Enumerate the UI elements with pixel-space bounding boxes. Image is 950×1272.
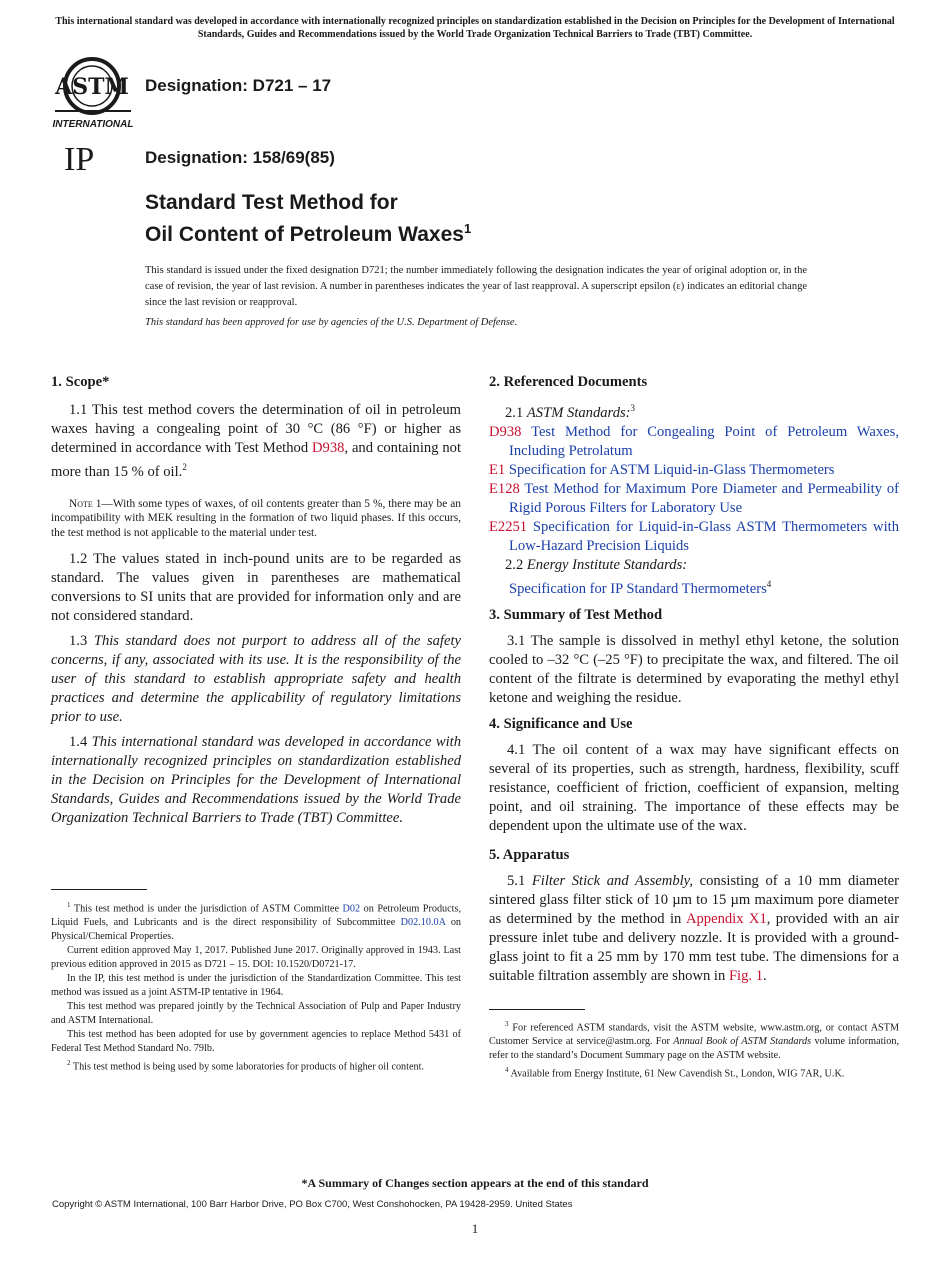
section-3-heading: 3. Summary of Test Method [489, 606, 663, 623]
issue-note: This standard is issued under the fixed designation D721; the number immediately following the designation indicates the year of original adoption or, in the case of revision, the year of last revision. A number in parentheses indicates the year of last reapproval. A superscript epsilon (ε) indicates an editorial change since the last revision or reapproval. [145, 265, 807, 308]
ip-logo [62, 140, 106, 174]
section-4-heading: 4. Significance and Use [489, 715, 633, 732]
footnote-4: $^4$ Available from Energy Institute, 61 New Cavendish St., London, WIG 7AR, U.K. [505, 1066, 845, 1080]
ref-e1[interactable]: E1 Specification for ASTM Liquid-in-Glass Thermometers [489, 461, 835, 478]
right-column [489, 373, 899, 986]
svg-text:ASTM: ASTM [55, 74, 129, 100]
footnote-1-adopted: This test method has been adopted for use by government agencies to replace Method 5431 of Federal Test Method Standard No. 79lb. [51, 1029, 461, 1055]
document-title [145, 190, 471, 248]
link-d02[interactable]: D02 [342, 903, 361, 915]
footnote-rule-right [489, 1009, 585, 1010]
ip-logo-icon [62, 140, 106, 174]
ref-d938[interactable]: D938 Test Method for Congealing Point of Petroleum Waxes, Including Petrolatum [489, 423, 899, 459]
ref-ip-thermometers[interactable]: Specification for IP Standard Thermometers$^4$ [509, 578, 772, 597]
section-4-1: 4.1 The oil content of a wax may have significant effects on several of its properties, such as strength, hardness, flexibility, scuff resistance, coefficient of friction, coefficient of expansion, melting point, and oil straining. The importance of these effects may be dependent upon the ultimate use of the wax. [489, 741, 899, 834]
ref-e128[interactable]: E128 Test Method for Maximum Pore Diameter and Permeability of Rigid Porous Filters for Laboratory Use [489, 480, 899, 516]
footnote-3: $^3$ For referenced ASTM standards, visit the ASTM website, www.astm.org, or contact ASTM Customer Service at service@astm.org. For Annual Book of ASTM Standards volume information, refer to the standard’s Document Summary page on the ASTM website. [489, 1020, 899, 1062]
ref-e2251[interactable]: E2251 Specification for Liquid-in-Glass ASTM Thermometers with Low-Hazard Precision Liquids [489, 518, 899, 554]
left-column [51, 373, 461, 828]
link-d02-10-0a[interactable]: D02.10.0A [400, 917, 446, 929]
section-1-heading: 1. Scope* [51, 374, 110, 390]
section-1-3: 1.3 This standard does not purport to address all of the safety concerns, if any, associated with its use. It is the responsibility of the user of this standard to establish appropriate safety and health practices and determine the applicability of regulatory limitations prior to use. [51, 633, 461, 726]
footnote-2: $^2$ This test method is being used by some laboratories for products of higher oil content. [67, 1059, 424, 1073]
section-5-heading: 5. Apparatus [489, 846, 570, 863]
ip-logo-text: IP [64, 141, 95, 174]
link-fig-1[interactable]: Fig. 1 [728, 967, 763, 984]
footnote-1: $^1$ This test method is under the jurisdiction of ASTM Committee D02 on Petroleum Products, Liquid Fuels, and Lubricants and is the direct responsibility of Subcommittee D02.10.0A on Physical/Chemical Properties. [51, 901, 462, 943]
astm-logo-icon [52, 56, 136, 134]
title-line-1: Standard Test Method for [145, 191, 398, 214]
summary-of-changes-note: *A Summary of Changes section appears at the end of this standard [301, 1176, 649, 1190]
footnote-1-prepared: This test method was prepared jointly by the Technical Association of Pulp and Paper Industry and ASTM International. [51, 1001, 461, 1027]
footnote-rule-left [51, 889, 147, 890]
link-appendix-x1[interactable]: Appendix X1 [685, 910, 767, 927]
section-5-1: 5.1 Filter Stick and Assembly, consisting of a 10 mm diameter sintered glass filter stick of 10 µm to 15 µm maximum pore diameter as determined by the method in Appendix X1, provided with an air pressure inlet tube and delivery nozzle. It is provided with a ground-glass joint to fit a 25 mm by 170 mm test tube. The dimensions for a suitable filtration assembly are shown in Fig. 1. [489, 872, 900, 984]
section-1-1: 1.1 This test method covers the determination of oil in petroleum waxes having a congealing point of 30 °C (86 °F) or higher as determined in accordance with Test Method D938, and containing not more than 15 % of oil.$^2$ [51, 402, 462, 480]
footnotes-right [489, 1017, 899, 1082]
section-2-heading: 2. Referenced Documents [489, 374, 648, 390]
section-2-2: 2.2 Energy Institute Standards: [505, 556, 688, 573]
dod-note: This standard has been approved for use by agencies of the U.S. Department of Defense. [145, 317, 518, 328]
designation-ip: Designation: 158/69(85) [145, 148, 335, 167]
title-line-2: Oil Content of Petroleum Waxes$^1$ [145, 221, 472, 246]
section-1-2: 1.2 The values stated in inch-pound units are to be regarded as standard. The values given in parentheses are mathematical conversions to SI units that are provided for information only and are not considered standard. [51, 551, 461, 625]
astm-logo [52, 56, 136, 134]
copyright: Copyright © ASTM International, 100 Barr Harbor Drive, PO Box C700, West Conshohocken, PA 19428-2959. United States [52, 1199, 573, 1210]
page-number: 1 [471, 1221, 479, 1236]
link-d938[interactable]: D938 [312, 440, 345, 456]
footnote-1-ip: In the IP, this test method is under the jurisdiction of the Standardization Committee. This test method was issued as a joint ASTM-IP tentative in 1964. [51, 973, 461, 999]
astm-logo-text: INTERNATIONAL [52, 119, 134, 130]
footnote-1-edition: Current edition approved May 1, 2017. Published June 2017. Originally approved in 1943. Last previous edition approved in 2015 as D721 – 15. DOI: 10.1520/D0721-17. [51, 945, 461, 971]
section-2-1: 2.1 ASTM Standards:$^3$ [505, 403, 636, 421]
note-1: Note 1—With some types of waxes, of oil contents greater than 5 %, there may be an incompatibility with MEK resulting in the formation of two liquid phases. If this occurs, the test method is not applicable to the material under test. [51, 497, 461, 539]
footnotes-left [51, 898, 461, 1075]
section-3-1: 3.1 The sample is dissolved in methyl ethyl ketone, the solution cooled to –32 °C (–25 °F) to precipitate the wax, and filtered. The oil content of the filtrate is determined by evaporating the methyl ethyl ketone and weighing the residue. [489, 632, 899, 706]
section-1-4: 1.4 This international standard was developed in accordance with internationally recognized principles on standardization established in the Decision on Principles for the Development of International Standards, Guides and Recommendations issued by the World Trade Organization Technical Barriers to Trade (TBT) Committee. [51, 734, 462, 827]
top-notice: This international standard was developed in accordance with internationally recognized principles on standardization established in the Decision on Principles for the Development of International Standards, Guides and Recommendations issued by the World Trade Organization Technical Barriers to Trade (TBT) Committee. [55, 16, 895, 40]
designation-astm: Designation: D721 – 17 [145, 76, 332, 95]
